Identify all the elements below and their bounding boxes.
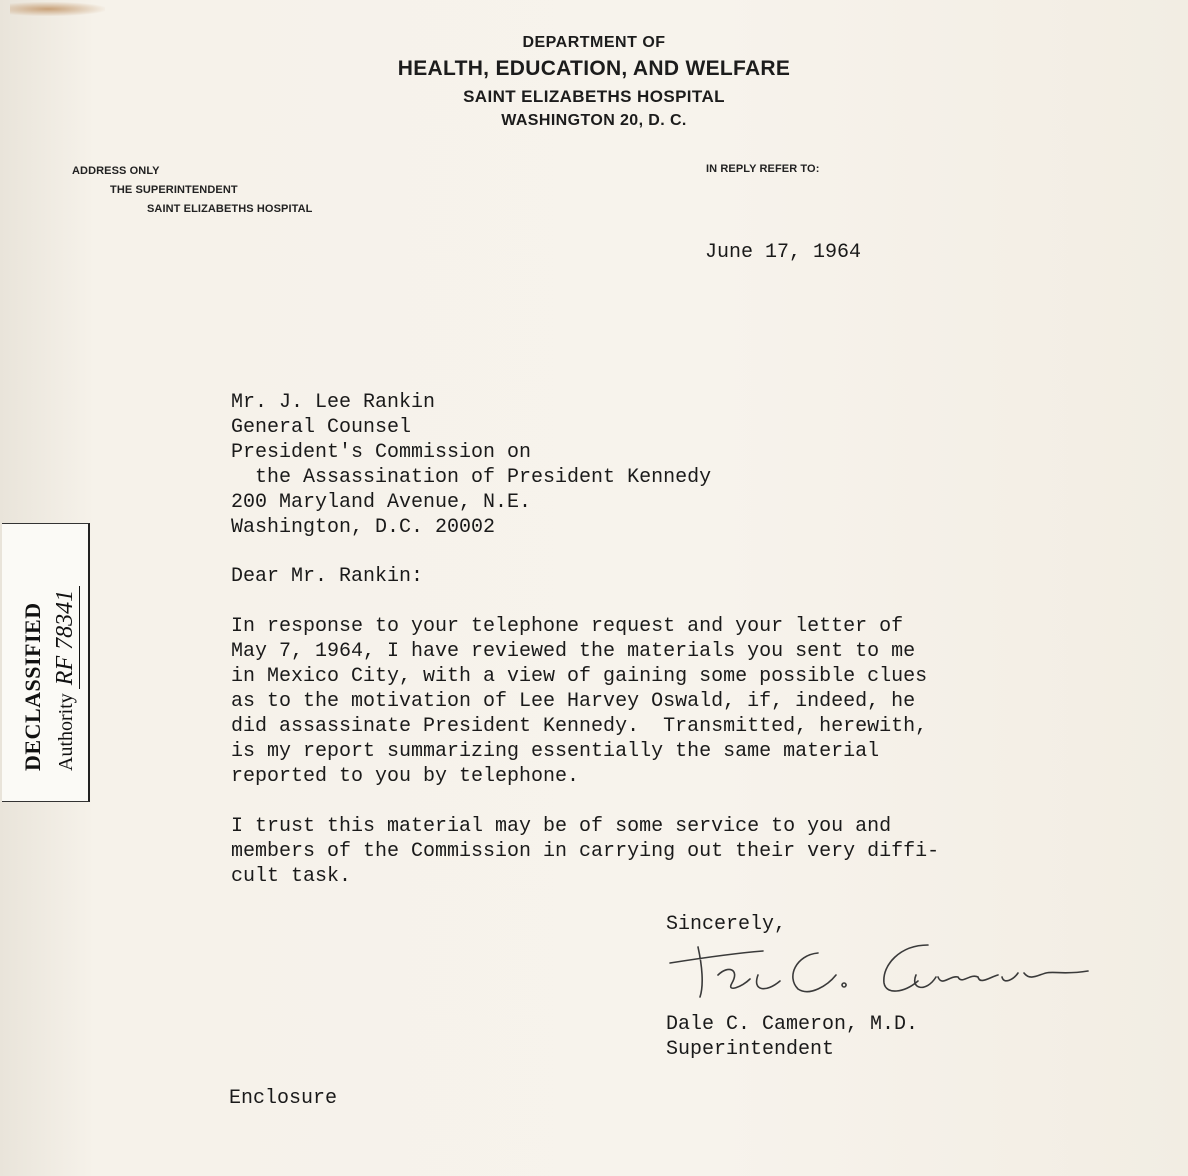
body-line: reported to you by telephone. (231, 765, 580, 788)
reply-refer-label: IN REPLY REFER TO: (706, 163, 820, 175)
address-superintendent: THE SUPERINTENDENT (110, 184, 238, 196)
recipient-line: Mr. J. Lee Rankin (231, 391, 436, 414)
body-line: did assassinate President Kennedy. Transmitted, herewith, (231, 715, 928, 738)
recipient-line: General Counsel (231, 416, 412, 439)
declassified-stamp (2, 523, 90, 802)
salutation: Dear Mr. Rankin: (231, 565, 424, 588)
body-line: as to the motivation of Lee Harvey Oswald, if, indeed, he (231, 690, 916, 713)
signer-name: Dale C. Cameron, M.D. (666, 1013, 919, 1036)
authority-code: RF 78341 (52, 586, 80, 689)
body-line: in Mexico City, with a view of gaining some possible clues (231, 665, 928, 688)
recipient-line: Washington, D.C. 20002 (231, 516, 496, 539)
enclosure-note: Enclosure (229, 1087, 338, 1110)
handwritten-signature (668, 935, 1108, 1005)
letterhead-agency: HEALTH, EDUCATION, AND WELFARE (397, 57, 791, 80)
letterhead-location: WASHINGTON 20, D. C. (501, 112, 687, 129)
paper-stain (10, 2, 105, 16)
body-line: May 7, 1964, I have reviewed the materials you sent to me (231, 640, 916, 663)
letter-date: June 17, 1964 (705, 241, 862, 264)
recipient-line: 200 Maryland Avenue, N.E. (231, 491, 532, 514)
body-line: is my report summarizing essentially the same material (231, 740, 880, 763)
body-line: members of the Commission in carrying out their very diffi- (231, 840, 940, 863)
body-line: I trust this material may be of some service to you and (231, 815, 892, 838)
body-line: In response to your telephone request and your letter of (231, 615, 904, 638)
body-line: cult task. (231, 865, 352, 888)
declassified-label: DECLASSIFIED (20, 602, 45, 771)
letterhead-hospital: SAINT ELIZABETHS HOSPITAL (463, 87, 725, 106)
address-hospital: SAINT ELIZABETHS HOSPITAL (147, 203, 313, 215)
closing: Sincerely, (666, 913, 787, 936)
recipient-line: President's Commission on (231, 441, 532, 464)
signer-title: Superintendent (666, 1038, 835, 1061)
authority-label: Authority (55, 693, 77, 771)
recipient-line: the Assassination of President Kennedy (231, 466, 712, 489)
address-only-label: ADDRESS ONLY (72, 165, 160, 177)
letterhead-department: DEPARTMENT OF (522, 34, 666, 51)
